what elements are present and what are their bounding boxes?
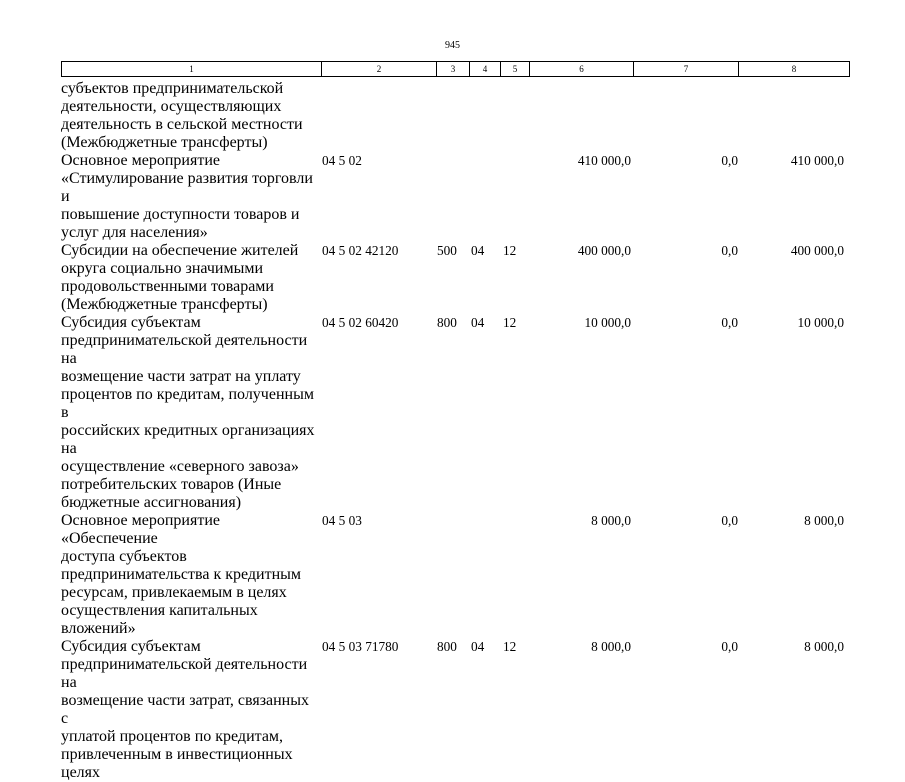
row-name-line: (Межбюджетные трансферты) bbox=[61, 134, 268, 151]
header-col-5: 5 bbox=[501, 62, 530, 76]
row-subsection: 12 bbox=[503, 315, 517, 330]
row-name bbox=[61, 638, 319, 782]
row-sum-col8: 8 000,0 bbox=[804, 513, 844, 528]
row-code: 04 5 02 bbox=[322, 153, 362, 168]
row-name bbox=[61, 512, 319, 638]
row-name-line: уплатой процентов по кредитам, bbox=[61, 728, 284, 745]
row-name-line: Субсидии на обеспечение жителей bbox=[61, 242, 299, 259]
row-sum-col6: 10 000,0 bbox=[584, 315, 631, 330]
row-name-line: предпринимательской деятельности на bbox=[61, 332, 308, 367]
row-name-line: субъектов предпринимательской bbox=[61, 80, 284, 97]
row-sum-col6: 8 000,0 bbox=[591, 639, 631, 654]
row-sum-col8: 400 000,0 bbox=[790, 243, 844, 258]
row-sum-col7: 0,0 bbox=[721, 153, 738, 168]
row-section: 04 bbox=[471, 639, 485, 654]
row-sum-col6: 8 000,0 bbox=[591, 513, 631, 528]
row-sum-col7: 0,0 bbox=[721, 243, 738, 258]
row-name-line: бюджетные ассигнования) bbox=[61, 494, 242, 511]
row-name-line: деятельности, осуществляющих bbox=[61, 98, 282, 115]
row-name-line: «Стимулирование развития торговли и bbox=[61, 170, 313, 205]
row-name-line: Субсидия субъектам bbox=[61, 638, 201, 655]
row-name-line: российских кредитных организациях на bbox=[61, 422, 315, 457]
row-name-line: округа социально значимыми bbox=[61, 260, 264, 277]
row-section: 04 bbox=[471, 243, 485, 258]
row-name-line: продовольственными товарами bbox=[61, 278, 274, 295]
row-section: 04 bbox=[471, 315, 485, 330]
row-name-line: повышение доступности товаров и bbox=[61, 206, 300, 223]
row-expense-type: 800 bbox=[437, 315, 457, 330]
row-name bbox=[61, 80, 319, 152]
page-number: 945 bbox=[445, 40, 460, 51]
row-name-line: возмещение части затрат на уплату bbox=[61, 368, 301, 385]
header-col-7: 7 bbox=[634, 62, 739, 76]
row-name-line: осуществления капитальных вложений» bbox=[61, 602, 258, 637]
row-name bbox=[61, 242, 319, 314]
table-row bbox=[0, 242, 905, 314]
header-col-6: 6 bbox=[530, 62, 634, 76]
row-name-line: потребительских товаров (Иные bbox=[61, 476, 282, 493]
row-sum-col8: 410 000,0 bbox=[790, 153, 844, 168]
row-name-line: возмещение части затрат, связанных с bbox=[61, 692, 309, 727]
row-expense-type: 800 bbox=[437, 639, 457, 654]
table-row bbox=[0, 638, 905, 782]
row-name bbox=[61, 152, 319, 242]
header-col-3: 3 bbox=[437, 62, 470, 76]
table-header bbox=[61, 61, 850, 77]
row-subsection: 12 bbox=[503, 639, 517, 654]
table-row bbox=[0, 80, 905, 152]
row-name-line: деятельность в сельской местности bbox=[61, 116, 303, 133]
row-name-line: (Межбюджетные трансферты) bbox=[61, 296, 268, 313]
table-body bbox=[0, 80, 905, 782]
row-name-line: привлеченным в инвестиционных целях bbox=[61, 746, 293, 781]
row-name-line: Субсидия субъектам bbox=[61, 314, 201, 331]
row-name-line: предпринимательской деятельности на bbox=[61, 656, 308, 691]
row-sum-col7: 0,0 bbox=[721, 315, 738, 330]
row-name-line: услуг для населения» bbox=[61, 224, 208, 241]
header-col-4: 4 bbox=[470, 62, 501, 76]
row-code: 04 5 03 bbox=[322, 513, 362, 528]
row-sum-col8: 10 000,0 bbox=[797, 315, 844, 330]
row-sum-col6: 400 000,0 bbox=[577, 243, 631, 258]
row-name-line: ресурсам, привлекаемым в целях bbox=[61, 584, 287, 601]
table-row bbox=[0, 314, 905, 512]
row-name-line: процентов по кредитам, полученным в bbox=[61, 386, 314, 421]
row-expense-type: 500 bbox=[437, 243, 457, 258]
row-name-line: Основное мероприятие bbox=[61, 152, 220, 169]
header-col-1: 1 bbox=[62, 62, 322, 76]
row-name-line: осуществление «северного завоза» bbox=[61, 458, 299, 475]
header-col-2: 2 bbox=[322, 62, 437, 76]
row-sum-col8: 8 000,0 bbox=[804, 639, 844, 654]
table-row bbox=[0, 512, 905, 638]
row-code: 04 5 02 60420 bbox=[322, 315, 399, 330]
row-name-line: Основное мероприятие «Обеспечение bbox=[61, 512, 220, 547]
row-subsection: 12 bbox=[503, 243, 517, 258]
row-sum-col7: 0,0 bbox=[721, 639, 738, 654]
row-name-line: доступа субъектов bbox=[61, 548, 187, 565]
row-name bbox=[61, 314, 319, 512]
row-sum-col7: 0,0 bbox=[721, 513, 738, 528]
row-sum-col6: 410 000,0 bbox=[577, 153, 631, 168]
table-row bbox=[0, 152, 905, 242]
row-name-line: предпринимательства к кредитным bbox=[61, 566, 302, 583]
row-code: 04 5 03 71780 bbox=[322, 639, 399, 654]
header-col-8: 8 bbox=[791, 64, 797, 74]
row-code: 04 5 02 42120 bbox=[322, 243, 399, 258]
